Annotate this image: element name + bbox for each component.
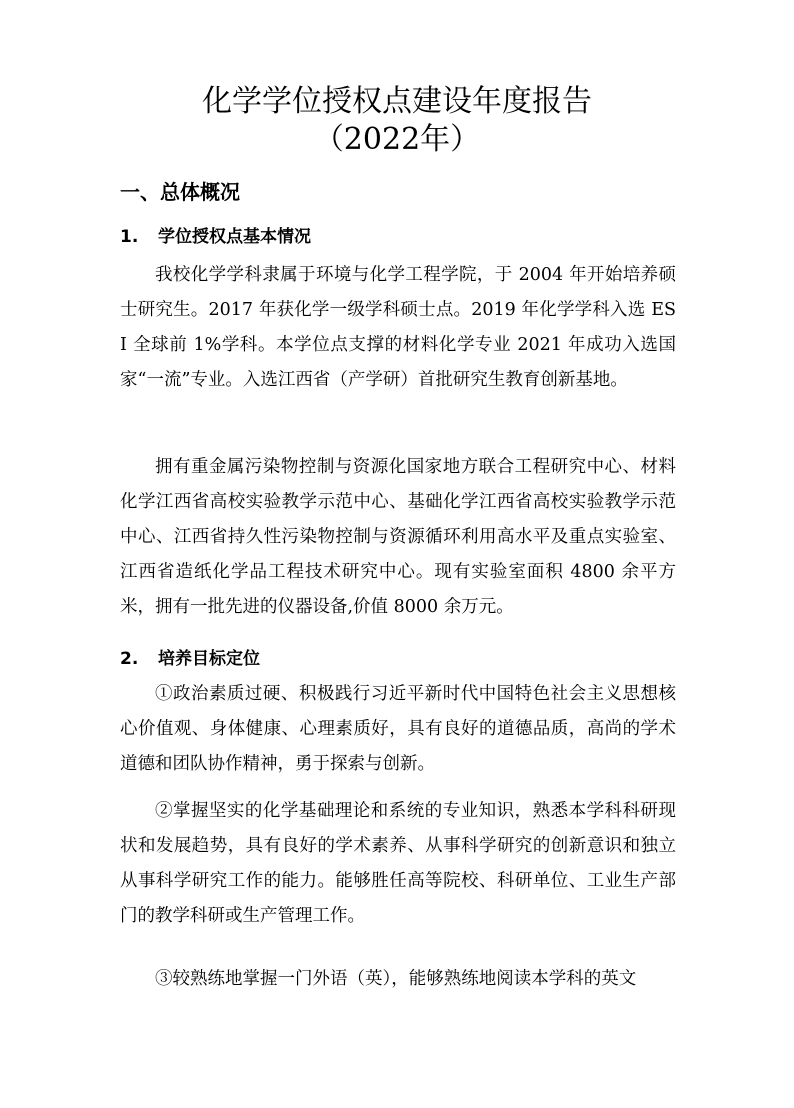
- paragraph-training-goal-1: ①政治素质过硬、积极践行习近平新时代中国特色社会主义思想核心价值观、身体健康、心理素质好，具有良好的道德品质，高尚的学术道德和团队协作精神，勇于探索与创新。: [120, 684, 676, 774]
- report-year: （2022年）: [313, 122, 481, 157]
- report-title: 化学学位授权点建设年度报告: [202, 84, 592, 119]
- subsection-heading-training-goals: [120, 646, 260, 672]
- paragraph-training-goal-3: ③较熟练地掌握一门外语（英），能够熟练地阅读本学科的英文: [155, 969, 637, 989]
- subsection-heading-basic-info: [120, 224, 311, 250]
- subsection-title: 培养目标定位: [158, 649, 260, 669]
- paragraph-training-goal-2: ②掌握坚实的化学基础理论和系统的专业知识，熟悉本学科科研现状和发展趋势，具有良好的学术素养、从事科学研究的创新意识和独立从事科学研究工作的能力。能够胜任高等院校、科研单位、工业生产部门的教学科研或生产管理工作。: [120, 801, 676, 926]
- subsection-number: 1.: [120, 227, 139, 247]
- paragraph-basic-info-1: 我校化学学科隶属于环境与化学工程学院，于 2004 年开始培养硕士研究生。2017 年获化学一级学科硕士点。2019 年化学学科入选 ESI 全球前 1%学科。本学位点支撑的材料化学专业 2021 年成功入选国家“一流”专业。入选江西省（产学研）首批研究生教育创新基地。: [120, 265, 676, 390]
- paragraph-basic-info-2: 拥有重金属污染物控制与资源化国家地方联合工程研究中心、材料化学江西省高校实验教学示范中心、基础化学江西省高校实验教学示范中心、江西省持久性污染物控制与资源循环利用高水平及重点实验室、江西省造纸化学品工程技术研究中心。现有实验室面积 4800 余平方米，拥有一批先进的仪器设备,价值 8000 余万元。: [120, 457, 676, 617]
- section-heading-overview: 一、总体概况: [120, 180, 240, 204]
- subsection-number: 2.: [120, 649, 139, 669]
- subsection-title: 学位授权点基本情况: [158, 227, 311, 247]
